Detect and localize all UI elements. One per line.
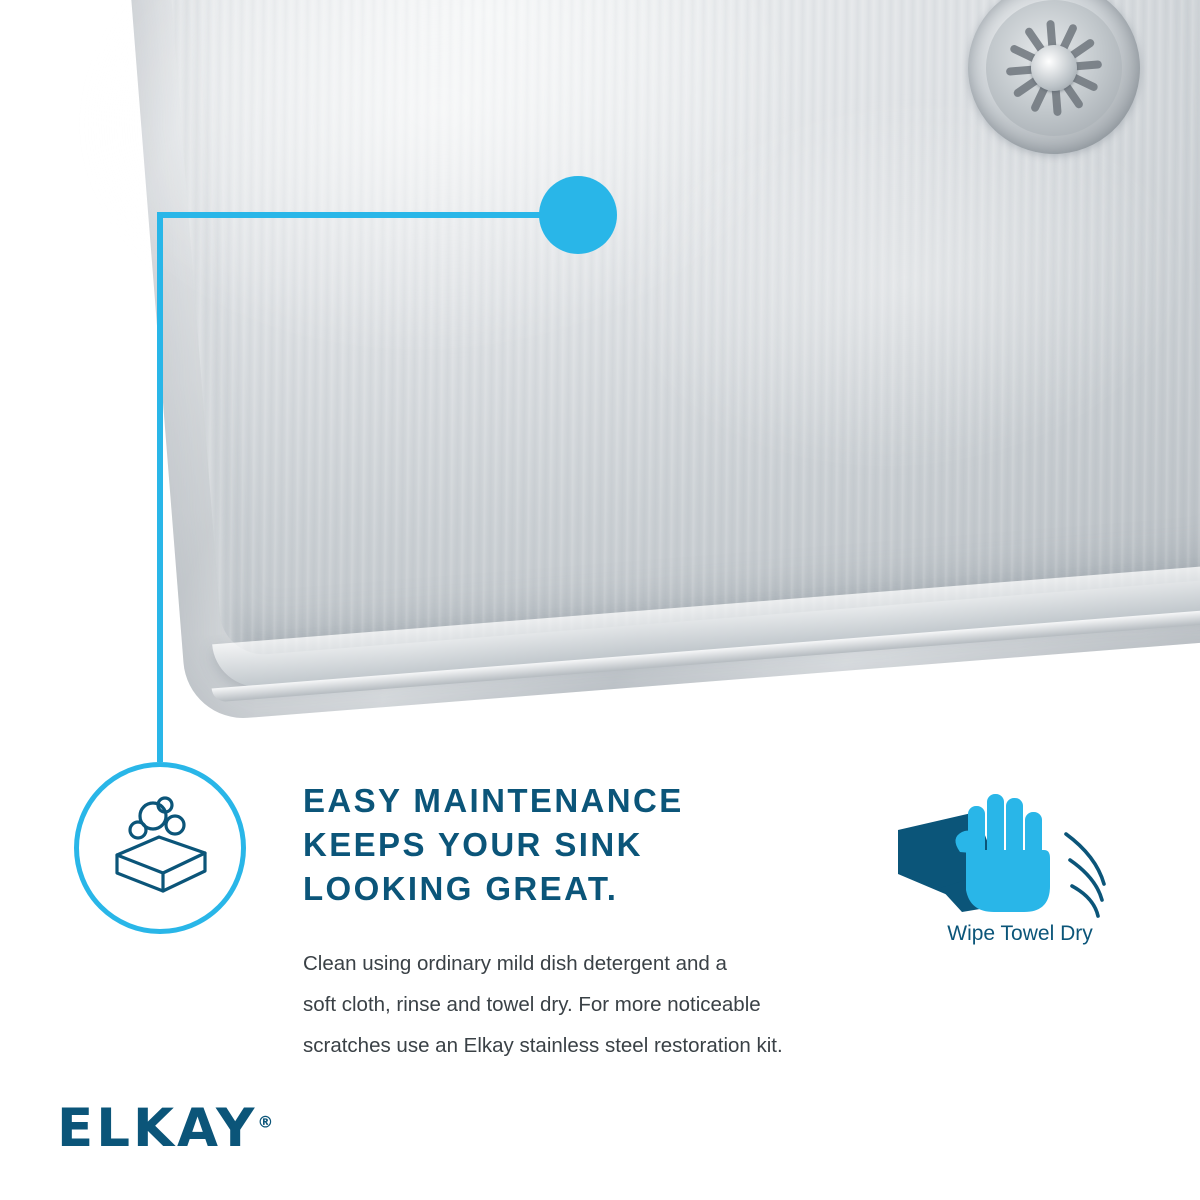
body-line-2: soft cloth, rinse and towel dry. For more noticeable xyxy=(303,993,761,1016)
sponge-icon xyxy=(79,767,241,929)
body-line-1: Clean using ordinary mild dish detergent and a xyxy=(303,952,727,975)
registered-mark: ® xyxy=(257,1112,274,1132)
sponge-badge xyxy=(74,762,246,934)
page-title xyxy=(303,779,863,911)
callout-dot xyxy=(539,176,617,254)
wipe-towel-dry-graphic xyxy=(880,778,1160,978)
headline-line-1: EASY MAINTENANCE xyxy=(303,782,684,819)
headline-line-2: KEEPS YOUR SINK xyxy=(303,826,643,863)
body-copy xyxy=(303,943,903,1066)
logo-wordmark: ELKAY xyxy=(57,1098,258,1159)
wipe-towel-dry-caption: Wipe Towel Dry xyxy=(947,922,1093,945)
headline-line-3: LOOKING GREAT. xyxy=(303,870,619,907)
body-line-3: scratches use an Elkay stainless steel restoration kit. xyxy=(303,1034,783,1057)
drain-basket xyxy=(981,0,1127,141)
elkay-logo xyxy=(57,1098,273,1159)
